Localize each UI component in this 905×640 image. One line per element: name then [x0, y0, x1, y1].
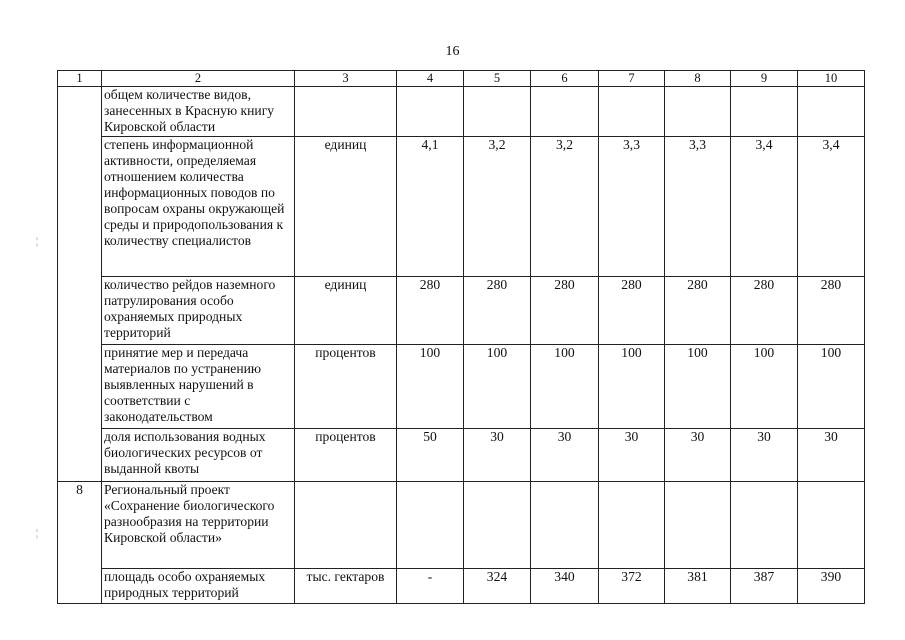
row-index [58, 87, 102, 482]
value-cell: 100 [798, 345, 865, 429]
value-cell: 30 [599, 429, 665, 482]
column-number: 6 [531, 71, 599, 87]
column-number: 8 [665, 71, 731, 87]
value-cell: 50 [397, 429, 464, 482]
value-cell: 30 [464, 429, 531, 482]
indicator-name: Региональный проект «Сохранение биологического разнообразия на территории Кировской области» [102, 482, 295, 569]
value-cell: 3,4 [798, 137, 865, 277]
value-cell [665, 482, 731, 569]
table-row [58, 482, 865, 569]
value-cell: 100 [397, 345, 464, 429]
unit-cell: единиц [295, 137, 397, 277]
column-number: 7 [599, 71, 665, 87]
value-cell: 3,2 [531, 137, 599, 277]
value-cell [464, 87, 531, 137]
unit-cell: процентов [295, 345, 397, 429]
indicator-name: общем количестве видов, занесенных в Красную книгу Кировской области [102, 87, 295, 137]
column-number: 1 [58, 71, 102, 87]
unit-cell: единиц [295, 277, 397, 345]
table-row [58, 569, 865, 604]
value-cell: 280 [599, 277, 665, 345]
value-cell: 372 [599, 569, 665, 604]
indicator-name: степень информационной активности, определяемая отношением количества информационных поводов по вопросам охраны окружающей среды и природопользования к количеству специалистов [102, 137, 295, 277]
column-number: 2 [102, 71, 295, 87]
value-cell: 390 [798, 569, 865, 604]
value-cell [397, 482, 464, 569]
value-cell: 100 [599, 345, 665, 429]
column-number: 3 [295, 71, 397, 87]
column-number: 9 [731, 71, 798, 87]
value-cell: 280 [397, 277, 464, 345]
value-cell: - [397, 569, 464, 604]
value-cell: 324 [464, 569, 531, 604]
value-cell: 30 [731, 429, 798, 482]
value-cell [798, 482, 865, 569]
value-cell [531, 482, 599, 569]
value-cell [731, 87, 798, 137]
value-cell: 280 [731, 277, 798, 345]
column-number: 4 [397, 71, 464, 87]
table-row [58, 277, 865, 345]
value-cell: 387 [731, 569, 798, 604]
table-row [58, 429, 865, 482]
margin-mark: ¦ [36, 236, 39, 247]
value-cell: 100 [464, 345, 531, 429]
column-numbers-row [58, 71, 865, 87]
unit-cell [295, 87, 397, 137]
value-cell: 280 [665, 277, 731, 345]
value-cell: 4,1 [397, 137, 464, 277]
value-cell: 3,4 [731, 137, 798, 277]
value-cell [397, 87, 464, 137]
table-row [58, 345, 865, 429]
table-row [58, 137, 865, 277]
value-cell [731, 482, 798, 569]
value-cell [531, 87, 599, 137]
unit-cell [295, 482, 397, 569]
value-cell: 280 [531, 277, 599, 345]
value-cell: 3,3 [665, 137, 731, 277]
column-number: 5 [464, 71, 531, 87]
value-cell: 30 [531, 429, 599, 482]
indicator-name: количество рейдов наземного патрулирования особо охраняемых природных территорий [102, 277, 295, 345]
margin-mark: ¦ [36, 528, 39, 539]
indicator-name: площадь особо охраняемых природных территорий [102, 569, 295, 604]
row-index: 8 [58, 482, 102, 604]
page-number: 16 [445, 44, 460, 59]
indicators-table [57, 70, 865, 604]
value-cell: 340 [531, 569, 599, 604]
indicator-name: доля использования водных биологических ресурсов от выданной квоты [102, 429, 295, 482]
value-cell [599, 87, 665, 137]
value-cell: 30 [665, 429, 731, 482]
value-cell: 100 [531, 345, 599, 429]
value-cell [464, 482, 531, 569]
table-row [58, 87, 865, 137]
value-cell: 3,3 [599, 137, 665, 277]
value-cell [599, 482, 665, 569]
value-cell: 3,2 [464, 137, 531, 277]
column-number: 10 [798, 71, 865, 87]
indicator-name: принятие мер и передача материалов по устранению выявленных нарушений в соответствии с законодательством [102, 345, 295, 429]
value-cell: 30 [798, 429, 865, 482]
value-cell [665, 87, 731, 137]
value-cell: 381 [665, 569, 731, 604]
value-cell: 100 [665, 345, 731, 429]
unit-cell: тыс. гектаров [295, 569, 397, 604]
value-cell: 280 [798, 277, 865, 345]
value-cell [798, 87, 865, 137]
value-cell: 280 [464, 277, 531, 345]
unit-cell: процентов [295, 429, 397, 482]
value-cell: 100 [731, 345, 798, 429]
